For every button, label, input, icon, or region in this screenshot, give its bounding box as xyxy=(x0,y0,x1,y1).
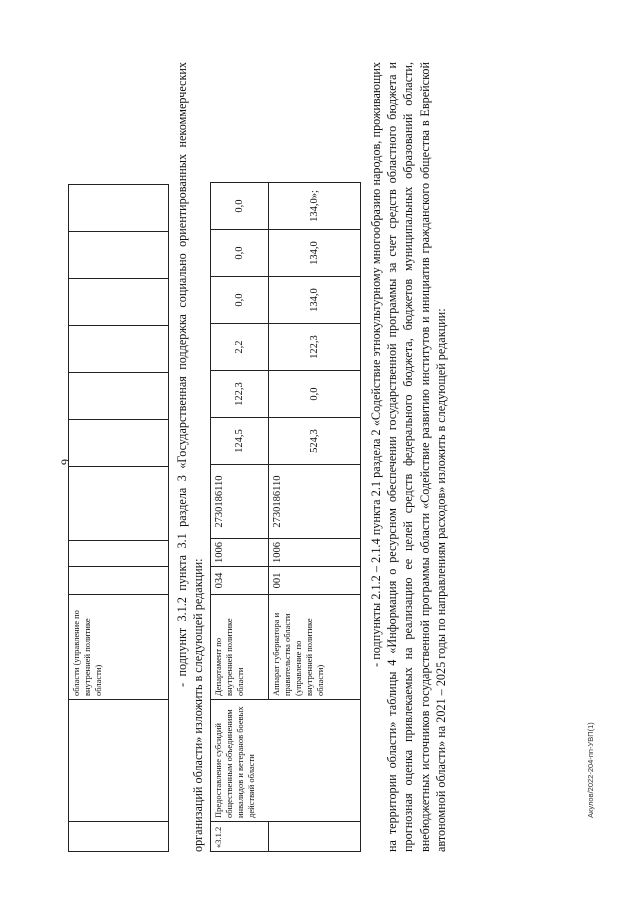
cell-value: 122,3 xyxy=(211,371,269,418)
cell-value: 0,0 xyxy=(269,371,361,418)
cell-empty xyxy=(69,420,169,467)
cell-empty xyxy=(69,373,169,420)
cell-value: 524,3 xyxy=(269,418,361,465)
cell-value: 134,0 xyxy=(269,230,361,277)
cell-csr: 2730186110 xyxy=(269,465,361,539)
cell-num xyxy=(269,822,361,852)
paragraph-2 xyxy=(368,62,449,852)
cell-value: 124,5 xyxy=(211,418,269,465)
cell-grbs: 034 xyxy=(211,567,269,595)
document-code: Акулов/2022-204-пп-УВП(1) xyxy=(586,722,595,818)
cell-executor: Аппарат губернатора и правительства области (управление по внутренней политике области) xyxy=(269,595,361,700)
cell-num xyxy=(69,822,169,852)
cell-name xyxy=(69,700,169,822)
cell-executor: Департамент по внутренней политике области xyxy=(211,595,269,700)
cell-grbs: 001 xyxy=(269,567,361,595)
cell-value: 0,0 xyxy=(211,277,269,324)
cell-empty xyxy=(69,541,169,567)
cell-num: «3.1.2 xyxy=(211,822,269,852)
cell-rzpr: 1006 xyxy=(269,539,361,567)
cell-value: 122,3 xyxy=(269,324,361,371)
cell-empty xyxy=(69,185,169,232)
paragraph-2-text: - подпункты 2.1.2 – 2.1.4 пункта 2.1 раздела 2 «Содействие этнокультурному многообразию народов, проживающих на территории области» таблицы 4 «Информация о ресурсном обеспечении государственной программы за счет средств областного бюджета и прогнозная оценка привлекаемых на реализацию ее целей средств федерального бюджета, бюджетов муниципальных образований области, внебюджетных источников государственной программы области «Содействие развитию институтов и инициатив гражданского общества в Еврейской автономной области» на 2021 – 2025 годы по направлениям расходов» изложить в следующей редакции: xyxy=(369,62,448,852)
cell-empty xyxy=(69,326,169,373)
page-number: 9 xyxy=(58,459,72,465)
table-row xyxy=(211,183,269,852)
cell-value: 134,0»; xyxy=(269,183,361,230)
cell-executor: области (управление по внутренней политике области) xyxy=(69,595,169,700)
cell-value: 0,0 xyxy=(211,230,269,277)
cell-rzpr: 1006 xyxy=(211,539,269,567)
table-row xyxy=(69,185,169,852)
paragraph-1-text: - подпункт 3.1.2 пункта 3.1 раздела 3 «Государственная поддержка социально ориентированных некоммерческих организаций области» изложить в следующей редакции: xyxy=(175,62,206,852)
main-table xyxy=(210,182,361,852)
cell-empty xyxy=(69,467,169,541)
cell-value: 134,0 xyxy=(269,277,361,324)
paragraph-1 xyxy=(174,62,206,852)
cell-empty xyxy=(69,567,169,595)
cell-empty xyxy=(69,232,169,279)
cell-empty xyxy=(69,279,169,326)
cell-csr: 2730186110 xyxy=(211,465,269,539)
cell-value: 0,0 xyxy=(211,183,269,230)
cell-name: Предоставление субсидий общественным объединениям инвалидов и ветеранов боевых действий области xyxy=(211,700,361,822)
top-table-continuation xyxy=(68,184,169,852)
rotated-content xyxy=(58,42,622,882)
cell-value: 2,2 xyxy=(211,324,269,371)
